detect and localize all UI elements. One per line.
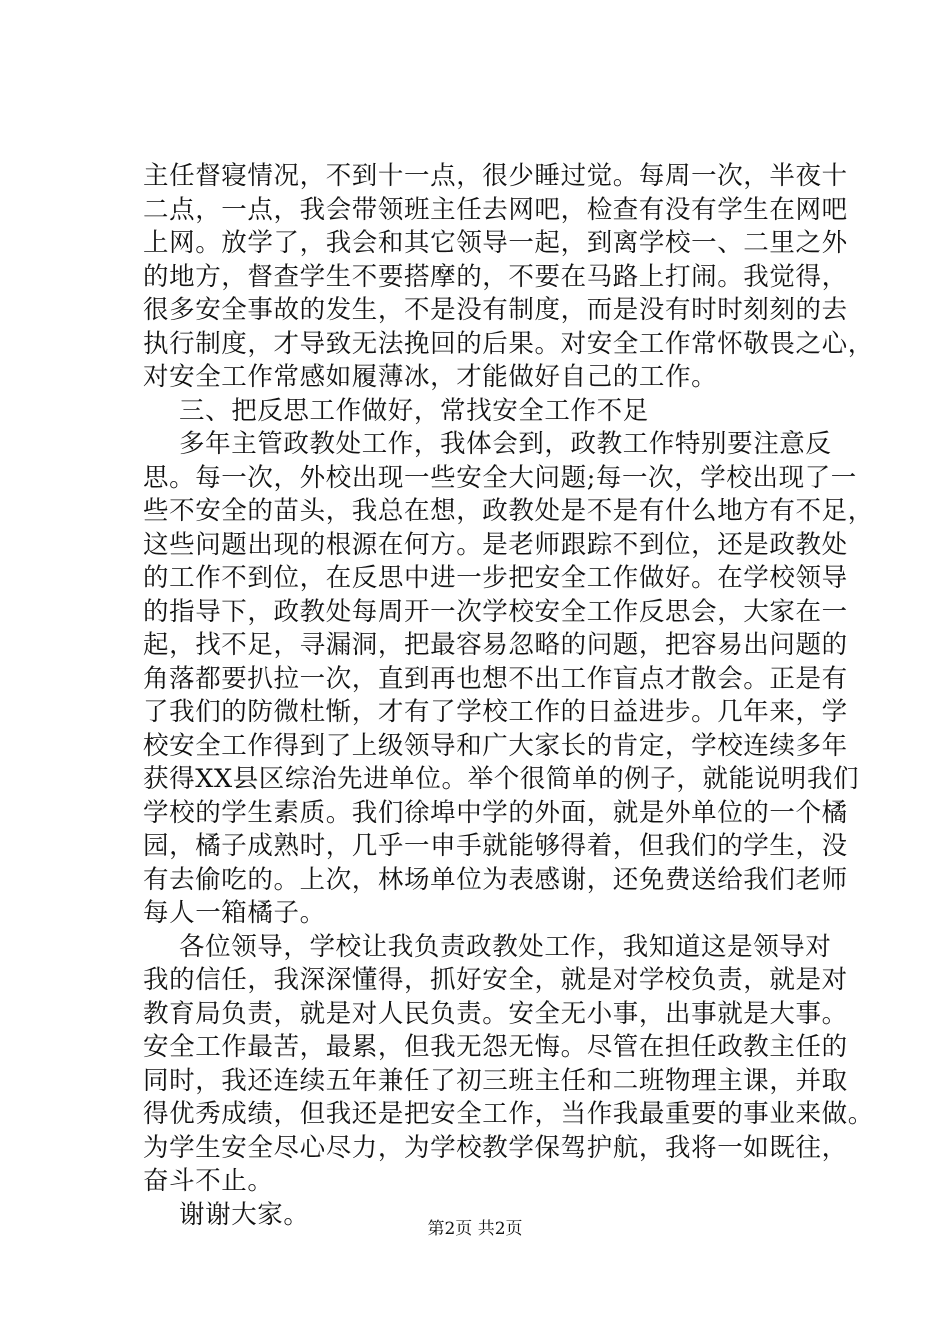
text-line: 了我们的防微杜惭，才有了学校工作的日益进步。几年来，学 xyxy=(143,697,848,727)
text-line: 执行制度，才导致无法挽回的后果。对安全工作常怀敬畏之心， xyxy=(143,328,874,359)
text-line: 角落都要扒拉一次，直到再也想不出工作盲点才散会。正是有 xyxy=(143,663,848,694)
text-line: 教育局负责，就是对人民负责。安全无小事，出事就是大事。 xyxy=(143,998,848,1029)
text-line: 的地方，督查学生不要搭摩的，不要在马路上打闹。我觉得， xyxy=(143,261,848,292)
text-line: 对安全工作常感如履薄冰，才能做好自己的工作。 xyxy=(143,362,718,392)
text-line: 这些问题出现的根源在何方。是老师跟踪不到位，还是政教处 xyxy=(143,529,848,560)
text-line: 三、把反思工作做好，常找安全工作不足 xyxy=(179,395,649,426)
text-line: 谢谢大家。 xyxy=(179,1199,310,1230)
text-line: 的工作不到位，在反思中进一步把安全工作做好。在学校领导 xyxy=(143,563,848,593)
text-line: 有去偷吃的。上次，林场单位为表感谢，还免费送给我们老师 xyxy=(143,864,848,895)
text-line: 主任督寝情况，不到十一点，很少睡过觉。每周一次，半夜十 xyxy=(143,161,848,191)
text-line: 些不安全的苗头，我总在想，政教处是不是有什么地方有不足， xyxy=(143,496,874,526)
text-line: 获得XX县区综治先进单位。举个很简单的例子，就能说明我们 xyxy=(143,764,860,794)
text-line: 多年主管政教处工作，我体会到，政教工作特别要注意反 xyxy=(179,429,832,459)
text-line: 上网。放学了，我会和其它领导一起，到离学校一、二里之外 xyxy=(143,228,848,258)
text-line: 同时，我还连续五年兼任了初三班主任和二班物理主课，并取 xyxy=(143,1065,848,1096)
page-number-footer: 第2页 共2页 xyxy=(427,1219,523,1239)
text-line: 奋斗不止。 xyxy=(143,1166,274,1196)
text-line: 我的信任，我深深懂得，抓好安全，就是对学校负责，就是对 xyxy=(143,965,848,995)
text-line: 校安全工作得到了上级领导和广大家长的肯定，学校连续多年 xyxy=(143,730,848,761)
text-line: 思。每一次，外校出现一些安全大问题;每一次，学校出现了一 xyxy=(143,462,857,493)
text-line: 二点，一点，我会带领班主任去网吧，检查有没有学生在网吧 xyxy=(143,194,848,225)
text-line: 安全工作最苦，最累，但我无怨无悔。尽管在担任政教主任的 xyxy=(143,1032,848,1062)
document-body xyxy=(143,160,874,1232)
text-line: 为学生安全尽心尽力，为学校教学保驾护航，我将一如既往， xyxy=(143,1132,848,1163)
text-line: 起，找不足，寻漏洞，把最容易忽略的问题，把容易出问题的 xyxy=(143,630,848,660)
text-line: 每人一箱橘子。 xyxy=(143,898,326,928)
text-line: 各位领导，学校让我负责政教处工作，我知道这是领导对 xyxy=(179,931,832,962)
text-line: 得优秀成绩，但我还是把安全工作，当作我最重要的事业来做。 xyxy=(143,1099,874,1129)
text-line: 的指导下，政教处每周开一次学校安全工作反思会，大家在一 xyxy=(143,596,848,627)
text-line: 园，橘子成熟时，几乎一申手就能够得着，但我们的学生，没 xyxy=(143,831,848,861)
text-line: 学校的学生素质。我们徐埠中学的外面，就是外单位的一个橘 xyxy=(143,797,848,828)
text-line: 很多安全事故的发生，不是没有制度，而是没有时时刻刻的去 xyxy=(143,295,848,325)
